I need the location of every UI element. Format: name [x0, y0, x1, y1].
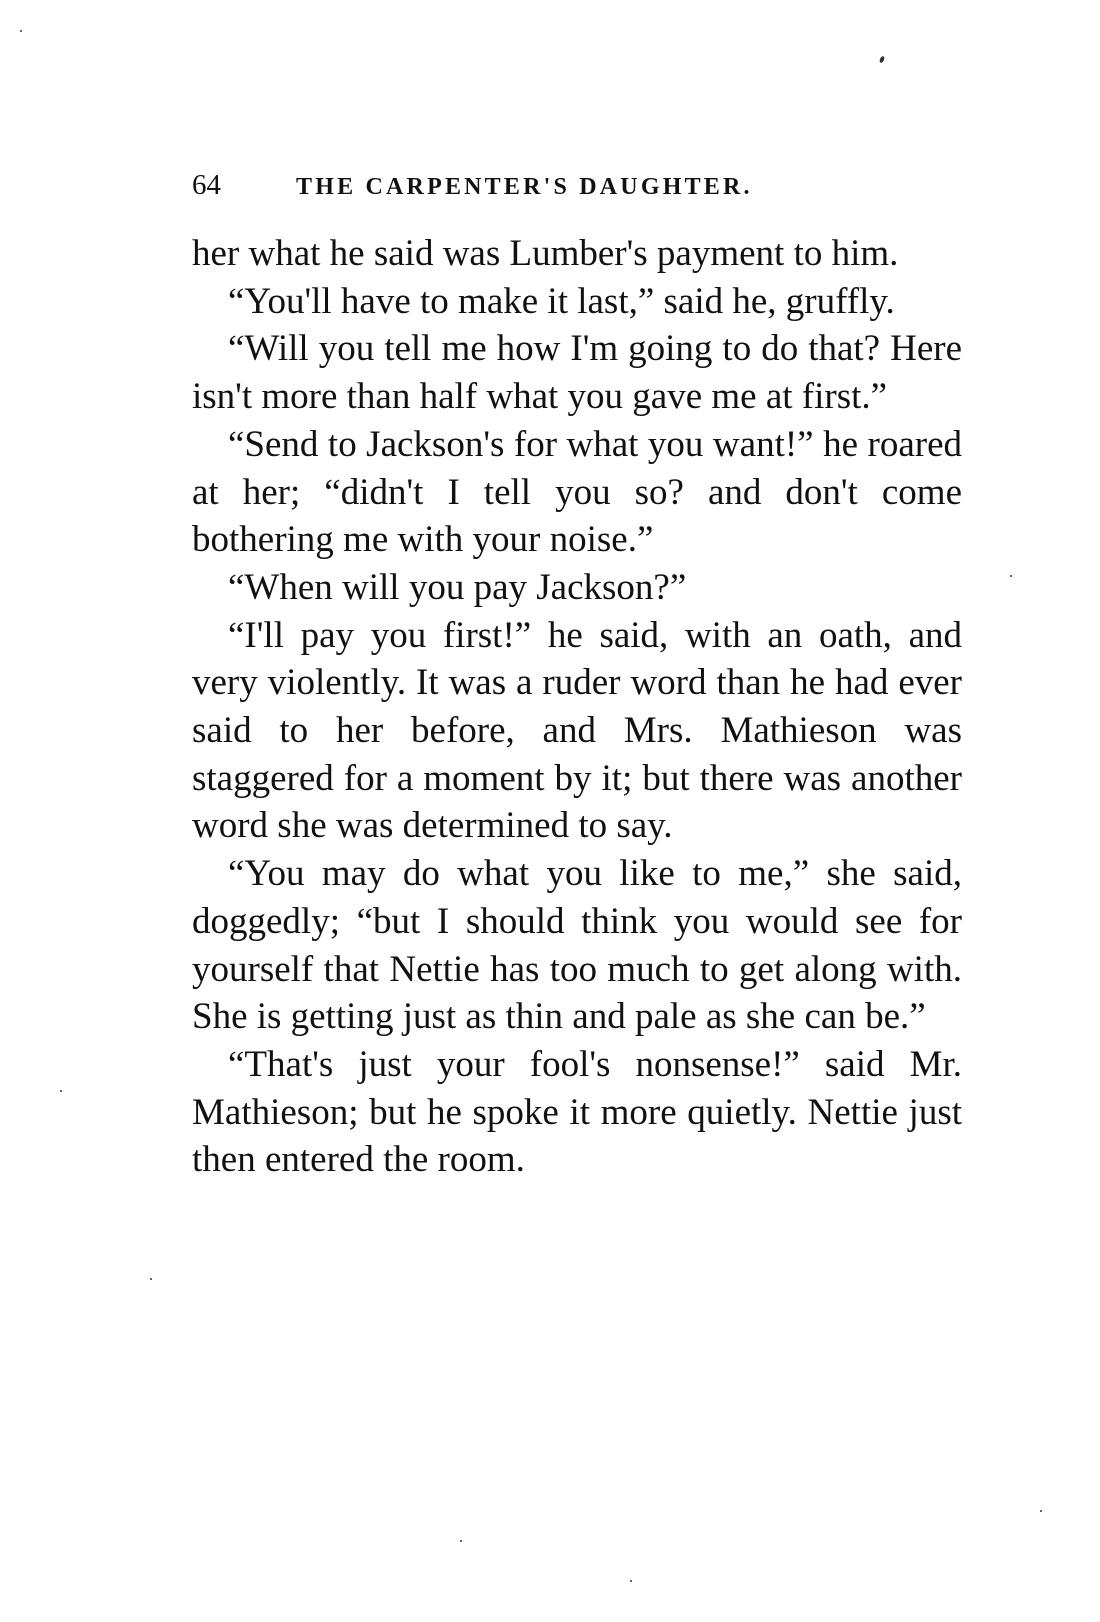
scan-speck: [630, 1580, 632, 1582]
scan-speck: [60, 1090, 62, 1092]
paragraph: “You'll have to make it last,” said he, gruffly.: [228, 280, 895, 322]
scan-speck: [1040, 1510, 1042, 1512]
scan-speck: [150, 1278, 152, 1280]
page-header: [192, 168, 962, 202]
paragraph: “Will you tell me how I'm going to do that? Here isn't more than half what you gave me at first.”: [192, 328, 962, 418]
paragraph: her what he said was Lumber's payment to him.: [192, 233, 899, 274]
paragraph: “That's just your fool's nonsense!” said Mr. Mathieson; but he spoke it more quietly. Nettie just then entered the room.: [192, 1043, 962, 1181]
scan-speck: [1010, 575, 1012, 577]
scan-speck: [20, 30, 22, 32]
page-number: 64: [192, 169, 221, 201]
scan-speck: [879, 55, 886, 63]
paragraph: “You may do what you like to me,” she said, doggedly; “but I should think you would see for yourself that Nettie has too much to get along with. She is getting just as thin and pale as she can be.”: [192, 853, 962, 1038]
running-title: THE CARPENTER'S DAUGHTER.: [296, 174, 753, 200]
paragraph: “Send to Jackson's for what you want!” he roared at her; “didn't I tell you so? and don't come bothering me with your noise.”: [192, 423, 962, 561]
paragraph: “When will you pay Jackson?”: [228, 566, 687, 608]
body-text: [192, 230, 962, 1184]
paragraph: “I'll pay you first!” he said, with an oath, and very violently. It was a ruder word than he had ever said to her before, and Mrs. Mathieson was staggered for a moment by it; but there was another word she was determined to say.: [192, 614, 962, 847]
scan-speck: [460, 1540, 462, 1542]
